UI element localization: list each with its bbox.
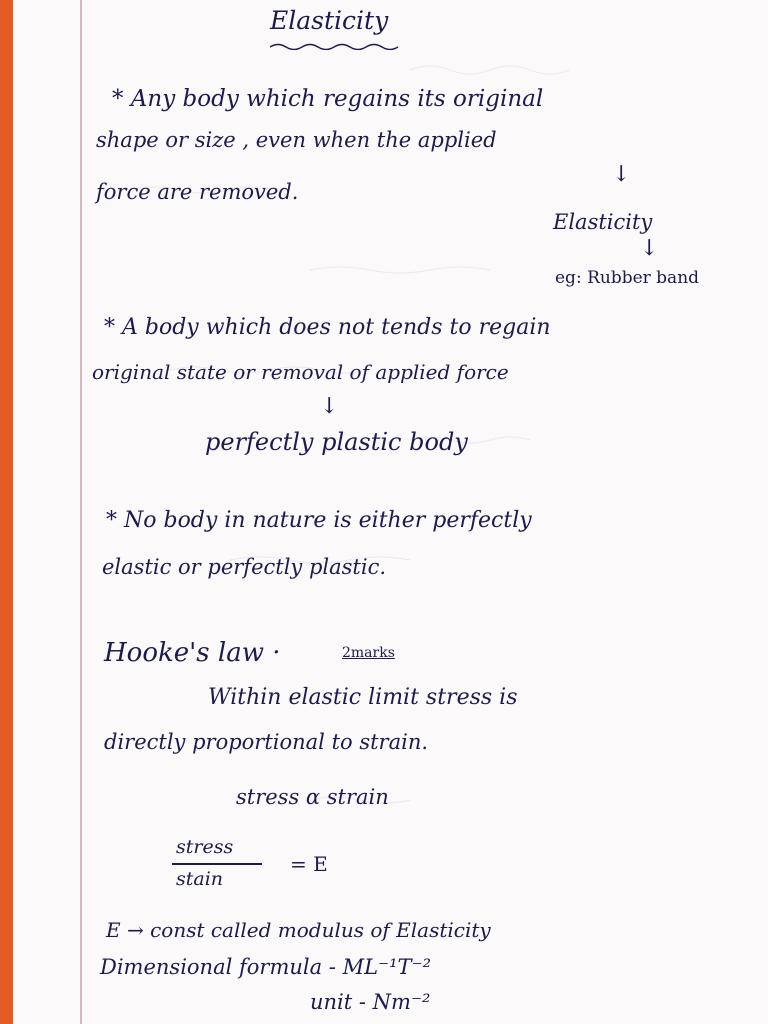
hookes-law-line-1: Within elastic limit stress is xyxy=(208,685,518,710)
marks-annotation: 2marks xyxy=(342,645,395,661)
unit-line: unit - Nm⁻² xyxy=(310,990,431,1014)
definition-plastic-line-2: original state or removal of applied force xyxy=(92,360,509,384)
elasticity-label: Elasticity xyxy=(553,210,653,234)
fraction-numerator: stress xyxy=(176,836,234,858)
example-rubber-band: eg: Rubber band xyxy=(555,268,700,288)
title-squiggle-underline xyxy=(268,42,408,50)
page-title: Elasticity xyxy=(270,6,389,35)
down-arrow-icon: ↓ xyxy=(612,162,631,187)
modulus-definition: E → const called modulus of Elasticity xyxy=(106,918,491,942)
definition-elastic-line-1: * Any body which regains its original xyxy=(112,86,544,112)
fraction-bar xyxy=(172,863,262,865)
margin-line xyxy=(80,0,82,1024)
hookes-law-line-2: directly proportional to strain. xyxy=(104,730,429,754)
stress-proportional-strain: stress α strain xyxy=(236,785,389,809)
definition-elastic-line-2: shape or size , even when the applied xyxy=(96,128,497,152)
definition-elastic-line-3: force are removed. xyxy=(96,180,299,204)
hookes-law-heading: Hooke's law · xyxy=(104,638,281,668)
dimensional-formula: Dimensional formula - ML⁻¹T⁻² xyxy=(100,955,432,979)
down-arrow-icon: ↓ xyxy=(320,394,339,419)
perfectly-plastic-body-label: perfectly plastic body xyxy=(205,428,468,456)
fraction-denominator: stain xyxy=(176,868,224,890)
note-line-2: elastic or perfectly plastic. xyxy=(102,555,387,579)
bleed-through-texture xyxy=(110,40,730,940)
note-line-1: * No body in nature is either perfectly xyxy=(106,508,532,533)
fraction-equals-e: = E xyxy=(290,852,328,876)
page-edge-strip xyxy=(0,0,13,1024)
down-arrow-icon: ↓ xyxy=(640,236,659,261)
definition-plastic-line-1: * A body which does not tends to regain xyxy=(104,315,551,340)
